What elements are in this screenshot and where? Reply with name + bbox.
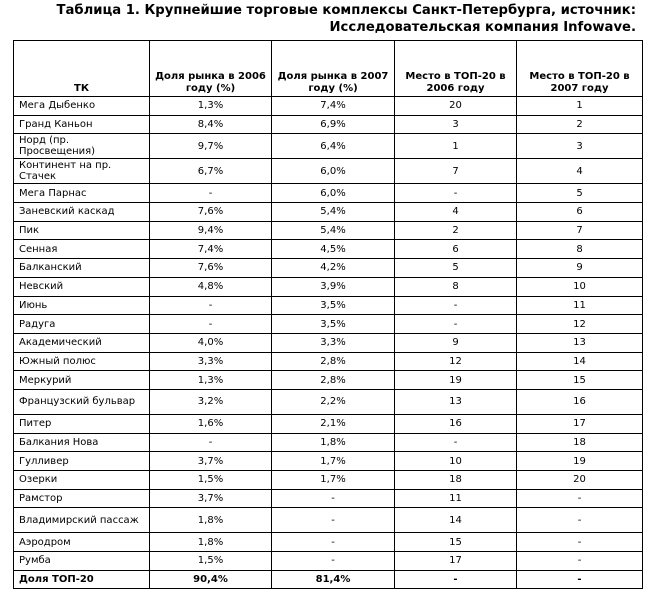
table-cell: 15 — [395, 533, 517, 552]
table-cell: - — [272, 552, 395, 571]
table-row — [14, 471, 643, 490]
table-cell: - — [517, 552, 643, 571]
table-cell: 10 — [517, 277, 643, 296]
table-cell: 1,8% — [150, 508, 272, 533]
table-cell: 10 — [395, 452, 517, 471]
table-cell: 1 — [517, 97, 643, 116]
table-cell: 3 — [517, 134, 643, 159]
table-row — [14, 259, 643, 278]
total-label: Доля ТОП-20 — [14, 570, 150, 588]
table-cell: 18 — [517, 433, 643, 452]
table-cell: - — [150, 184, 272, 203]
shopping-center-name: Пик — [14, 221, 150, 240]
table-cell: 17 — [395, 552, 517, 571]
shopping-center-name: Меркурий — [14, 371, 150, 390]
table-row — [14, 159, 643, 184]
table-cell: 3,3% — [150, 352, 272, 371]
table-cell: 1,3% — [150, 371, 272, 390]
shopping-center-name: Рамстор — [14, 489, 150, 508]
table-cell: 8 — [395, 277, 517, 296]
table-cell: 4 — [517, 159, 643, 184]
table-cell: 11 — [395, 489, 517, 508]
table-cell: - — [272, 533, 395, 552]
table-cell: 1,8% — [150, 533, 272, 552]
table-cell: 14 — [517, 352, 643, 371]
table-cell: 5 — [395, 259, 517, 278]
shopping-center-name: Владимирский пассаж — [14, 508, 150, 533]
shopping-center-name: Мега Парнас — [14, 184, 150, 203]
table-cell: 12 — [517, 315, 643, 334]
table-row — [14, 203, 643, 222]
table-cell: 7,6% — [150, 259, 272, 278]
table-row — [14, 134, 643, 159]
table-cell: - — [517, 533, 643, 552]
table-row — [14, 333, 643, 352]
shopping-centers-table — [13, 40, 643, 589]
table-cell: 7 — [517, 221, 643, 240]
table-row — [14, 277, 643, 296]
shopping-center-name: Мега Дыбенко — [14, 97, 150, 116]
table-cell: 2,1% — [272, 414, 395, 433]
shopping-center-name: Академический — [14, 333, 150, 352]
table-cell: 6,7% — [150, 159, 272, 184]
shopping-center-name: Южный полюс — [14, 352, 150, 371]
shopping-center-name: Норд (пр. Просвещения) — [14, 134, 150, 159]
table-cell: 8 — [517, 240, 643, 259]
table-cell: - — [150, 433, 272, 452]
table-row — [14, 315, 643, 334]
table-cell: 20 — [395, 97, 517, 116]
shopping-center-name: Невский — [14, 277, 150, 296]
table-cell: 1,7% — [272, 452, 395, 471]
table-cell: 6,0% — [272, 184, 395, 203]
table-body — [14, 97, 643, 589]
table-cell: 9,4% — [150, 221, 272, 240]
table-row — [14, 489, 643, 508]
table-cell: - — [272, 489, 395, 508]
table-cell: 11 — [517, 296, 643, 315]
table-cell: 6,4% — [272, 134, 395, 159]
header-cell: ТК — [14, 41, 150, 97]
table-cell: 9 — [395, 333, 517, 352]
table-cell: 7,4% — [272, 97, 395, 116]
table-cell: 1,6% — [150, 414, 272, 433]
header-cell: Доля рынка в 2007 году (%) — [272, 41, 395, 97]
shopping-center-name: Французский бульвар — [14, 389, 150, 414]
total-cell: - — [517, 570, 643, 588]
table-cell: 3,5% — [272, 296, 395, 315]
shopping-center-name: Заневский каскад — [14, 203, 150, 222]
table-cell: - — [395, 184, 517, 203]
table-cell: 1,7% — [272, 471, 395, 490]
table-row — [14, 452, 643, 471]
table-cell: 2,2% — [272, 389, 395, 414]
table-row — [14, 414, 643, 433]
table-cell: 19 — [395, 371, 517, 390]
table-cell: 9 — [517, 259, 643, 278]
table-cell: 3,2% — [150, 389, 272, 414]
table-cell: 1 — [395, 134, 517, 159]
header-cell: Место в ТОП-20 в 2007 году — [517, 41, 643, 97]
shopping-center-name: Озерки — [14, 471, 150, 490]
table-cell: - — [517, 508, 643, 533]
table-cell: - — [150, 296, 272, 315]
table-cell: 4,5% — [272, 240, 395, 259]
table-cell: 2,8% — [272, 371, 395, 390]
table-cell: 1,8% — [272, 433, 395, 452]
table-cell: - — [517, 489, 643, 508]
table-cell: 20 — [517, 471, 643, 490]
table-row — [14, 115, 643, 134]
table-row — [14, 240, 643, 259]
table-cell: 2 — [395, 221, 517, 240]
shopping-center-name: Континент на пр. Стачек — [14, 159, 150, 184]
table-cell: 2,8% — [272, 352, 395, 371]
table-cell: 7 — [395, 159, 517, 184]
total-cell: - — [395, 570, 517, 588]
table-cell: 14 — [395, 508, 517, 533]
table-cell: 18 — [395, 471, 517, 490]
table-row — [14, 533, 643, 552]
table-row — [14, 296, 643, 315]
table-row — [14, 221, 643, 240]
table-row — [14, 352, 643, 371]
total-row — [14, 570, 643, 588]
table-cell: 12 — [395, 352, 517, 371]
table-header — [14, 41, 643, 97]
table-cell: 4,8% — [150, 277, 272, 296]
table-cell: 3,7% — [150, 489, 272, 508]
table-cell: 7,6% — [150, 203, 272, 222]
shopping-center-name: Гранд Каньон — [14, 115, 150, 134]
shopping-center-name: Радуга — [14, 315, 150, 334]
table-cell: 7,4% — [150, 240, 272, 259]
table-cell: 13 — [395, 389, 517, 414]
table-cell: 16 — [395, 414, 517, 433]
table-cell: 1,5% — [150, 471, 272, 490]
table-cell: 8,4% — [150, 115, 272, 134]
shopping-center-name: Румба — [14, 552, 150, 571]
table-cell: 1,5% — [150, 552, 272, 571]
table-cell: 5,4% — [272, 203, 395, 222]
table-cell: 19 — [517, 452, 643, 471]
table-cell: 16 — [517, 389, 643, 414]
table-cell: 3 — [395, 115, 517, 134]
table-cell: 9,7% — [150, 134, 272, 159]
table-caption — [56, 2, 636, 36]
table-row — [14, 389, 643, 414]
caption-line-1: Таблица 1. Крупнейшие торговые комплексы Санкт-Петербурга, источник: — [56, 3, 636, 18]
shopping-center-name: Балкания Нова — [14, 433, 150, 452]
table-cell: 4,0% — [150, 333, 272, 352]
table-cell: - — [395, 296, 517, 315]
table-cell: 3,5% — [272, 315, 395, 334]
table-cell: - — [395, 433, 517, 452]
shopping-center-name: Питер — [14, 414, 150, 433]
total-cell: 90,4% — [150, 570, 272, 588]
table-cell: 15 — [517, 371, 643, 390]
table-cell: 3,7% — [150, 452, 272, 471]
table-row — [14, 552, 643, 571]
table-cell: - — [150, 315, 272, 334]
shopping-center-name: Аэродром — [14, 533, 150, 552]
caption-line-2: Исследовательская компания Infowave. — [329, 20, 636, 35]
table-cell: - — [272, 508, 395, 533]
table-row — [14, 371, 643, 390]
table-cell: - — [395, 315, 517, 334]
shopping-center-name: Балканский — [14, 259, 150, 278]
shopping-center-name: Сенная — [14, 240, 150, 259]
table-row — [14, 184, 643, 203]
table-cell: 5 — [517, 184, 643, 203]
header-cell: Место в ТОП-20 в 2006 году — [395, 41, 517, 97]
table-cell: 6,9% — [272, 115, 395, 134]
header-row — [14, 41, 643, 97]
table-cell: 6 — [517, 203, 643, 222]
table-cell: 4 — [395, 203, 517, 222]
header-cell: Доля рынка в 2006 году (%) — [150, 41, 272, 97]
total-cell: 81,4% — [272, 570, 395, 588]
table-cell: 6,0% — [272, 159, 395, 184]
shopping-center-name: Июнь — [14, 296, 150, 315]
shopping-center-name: Гулливер — [14, 452, 150, 471]
table-cell: 3,3% — [272, 333, 395, 352]
table-cell: 2 — [517, 115, 643, 134]
table-cell: 3,9% — [272, 277, 395, 296]
table-cell: 1,3% — [150, 97, 272, 116]
table-cell: 17 — [517, 414, 643, 433]
table-cell: 13 — [517, 333, 643, 352]
table-cell: 6 — [395, 240, 517, 259]
table-row — [14, 97, 643, 116]
table-row — [14, 508, 643, 533]
table-row — [14, 433, 643, 452]
table-cell: 4,2% — [272, 259, 395, 278]
table-cell: 5,4% — [272, 221, 395, 240]
